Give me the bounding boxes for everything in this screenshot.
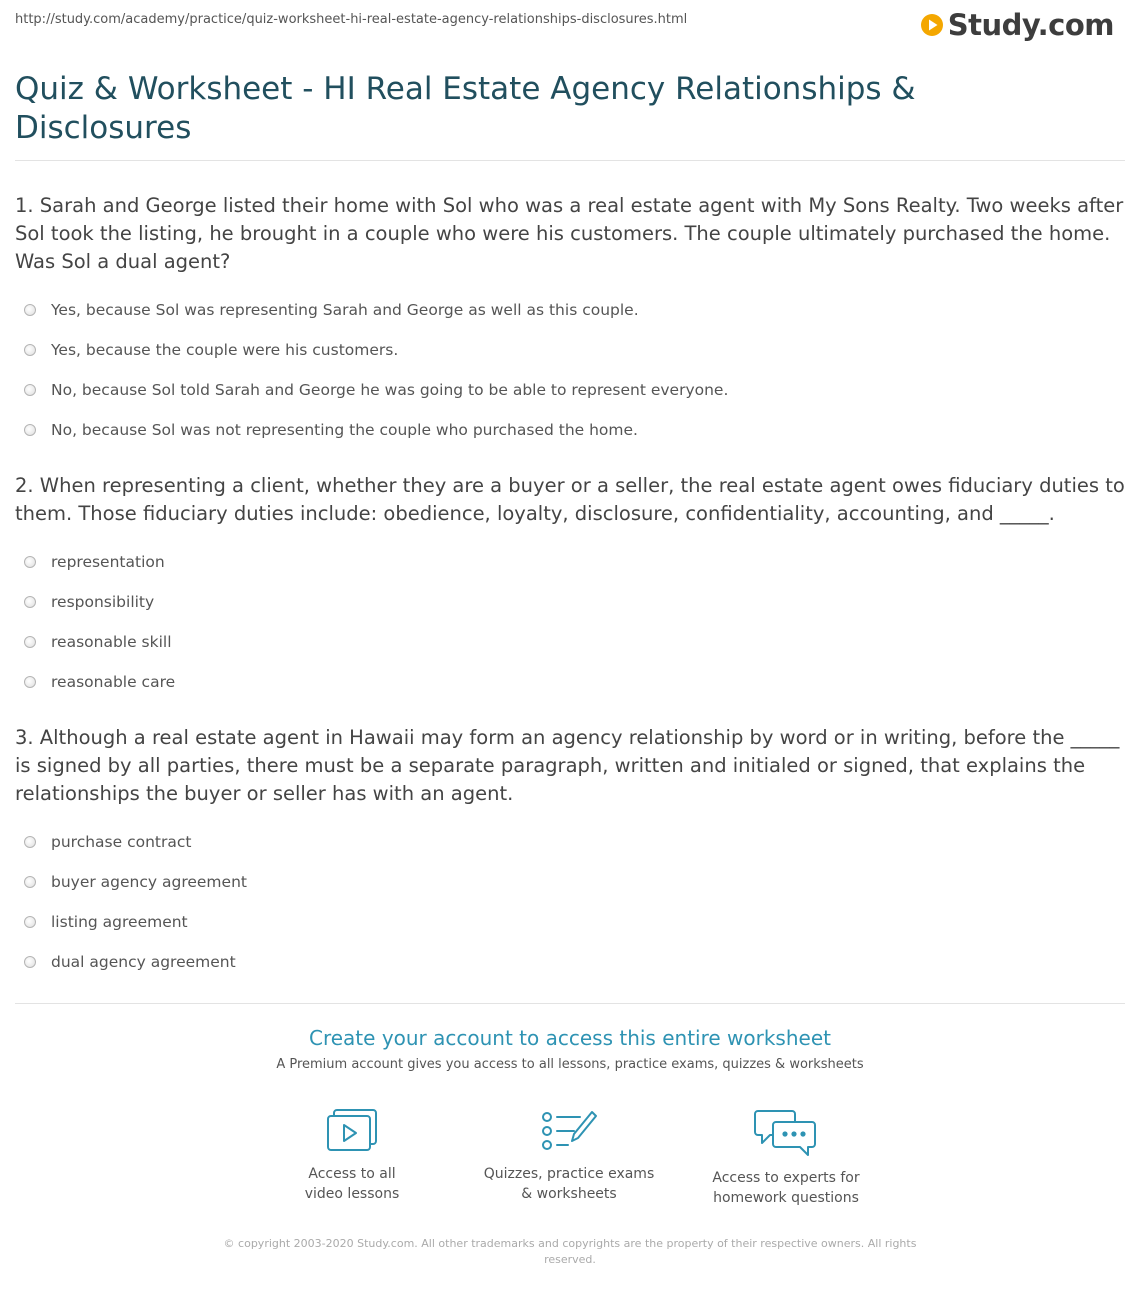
feature-experts xyxy=(686,1108,886,1208)
answer-option[interactable] xyxy=(15,410,1125,450)
radio-icon[interactable] xyxy=(24,836,36,848)
question-2 xyxy=(15,472,1125,702)
logo-text: Study.com xyxy=(947,8,1114,42)
play-logo-icon xyxy=(920,13,944,37)
answer-option[interactable] xyxy=(15,662,1125,702)
answer-list xyxy=(15,822,1125,982)
answer-label: listing agreement xyxy=(51,913,188,931)
radio-icon[interactable] xyxy=(24,916,36,928)
answer-option[interactable] xyxy=(15,942,1125,982)
answer-list xyxy=(15,290,1125,450)
video-lessons-icon xyxy=(325,1108,379,1154)
radio-icon[interactable] xyxy=(24,956,36,968)
radio-icon[interactable] xyxy=(24,556,36,568)
feature-label: Quizzes, practice exams & worksheets xyxy=(483,1166,655,1202)
create-account-link[interactable]: Create your account to access this entire worksheet xyxy=(309,1026,831,1050)
answer-label: purchase contract xyxy=(51,833,192,851)
feature-quizzes xyxy=(469,1108,669,1204)
answer-label: dual agency agreement xyxy=(51,953,236,971)
question-text: 1. Sarah and George listed their home with Sol who was a real estate agent with My Sons Realty. Two weeks after Sol took the listing, he brought in a couple who were his customers. The couple ultimately purchased the home. Was Sol a dual agent? xyxy=(15,194,1124,273)
copyright-notice: © copyright 2003-2020 Study.com. All other trademarks and copyrights are the property of their respective owners. All rights reserved. xyxy=(223,1237,917,1266)
radio-icon[interactable] xyxy=(24,384,36,396)
answer-option[interactable] xyxy=(15,370,1125,410)
answer-label: responsibility xyxy=(51,593,155,611)
answer-label: buyer agency agreement xyxy=(51,873,247,891)
feature-label: Access to all video lessons xyxy=(304,1166,400,1202)
answer-list xyxy=(15,542,1125,702)
question-text: 3. Although a real estate agent in Hawaii may form an agency relationship by word or in writing, before the _____ is signed by all parties, there must be a separate paragraph, written and initialed or signed, that explains the relationships the buyer or seller has with an agent. xyxy=(15,726,1120,805)
answer-label: Yes, because Sol was representing Sarah and George as well as this couple. xyxy=(51,301,639,319)
quiz-checklist-icon xyxy=(540,1108,598,1154)
radio-icon[interactable] xyxy=(24,304,36,316)
answer-label: No, because Sol told Sarah and George he was going to be able to represent everyone. xyxy=(51,381,729,399)
answer-option[interactable] xyxy=(15,902,1125,942)
radio-icon[interactable] xyxy=(24,876,36,888)
cta-divider xyxy=(15,1003,1125,1004)
answer-option[interactable] xyxy=(15,330,1125,370)
study-logo[interactable] xyxy=(920,8,1114,42)
answer-label: representation xyxy=(51,553,165,571)
answer-option[interactable] xyxy=(15,542,1125,582)
feature-video-lessons xyxy=(252,1108,452,1204)
question-1 xyxy=(15,192,1125,450)
question-text: 2. When representing a client, whether they are a buyer or a seller, the real estate agent owes fiduciary duties to them. Those fiduciary duties include: obedience, loyalty, disclosure, confidentiality, accounting, and _____. xyxy=(15,474,1125,525)
expert-chat-icon xyxy=(754,1108,818,1158)
answer-option[interactable] xyxy=(15,862,1125,902)
radio-icon[interactable] xyxy=(24,424,36,436)
answer-label: Yes, because the couple were his customers. xyxy=(51,341,399,359)
answer-option[interactable] xyxy=(15,822,1125,862)
radio-icon[interactable] xyxy=(24,636,36,648)
page-title: Quiz & Worksheet - HI Real Estate Agency Relationships & Disclosures xyxy=(15,71,916,146)
cta-subtitle: A Premium account gives you access to all lessons, practice exams, quizzes & worksheets xyxy=(276,1057,864,1072)
radio-icon[interactable] xyxy=(24,676,36,688)
answer-label: reasonable skill xyxy=(51,633,172,651)
answer-label: No, because Sol was not representing the couple who purchased the home. xyxy=(51,421,638,439)
radio-icon[interactable] xyxy=(24,596,36,608)
feature-label: Access to experts for homework questions xyxy=(712,1170,860,1206)
title-divider xyxy=(15,160,1125,161)
answer-option[interactable] xyxy=(15,582,1125,622)
answer-option[interactable] xyxy=(15,290,1125,330)
radio-icon[interactable] xyxy=(24,344,36,356)
answer-label: reasonable care xyxy=(51,673,176,691)
page-url: http://study.com/academy/practice/quiz-worksheet-hi-real-estate-agency-relationships-disclosures.html xyxy=(15,12,688,27)
question-3 xyxy=(15,724,1125,982)
answer-option[interactable] xyxy=(15,622,1125,662)
